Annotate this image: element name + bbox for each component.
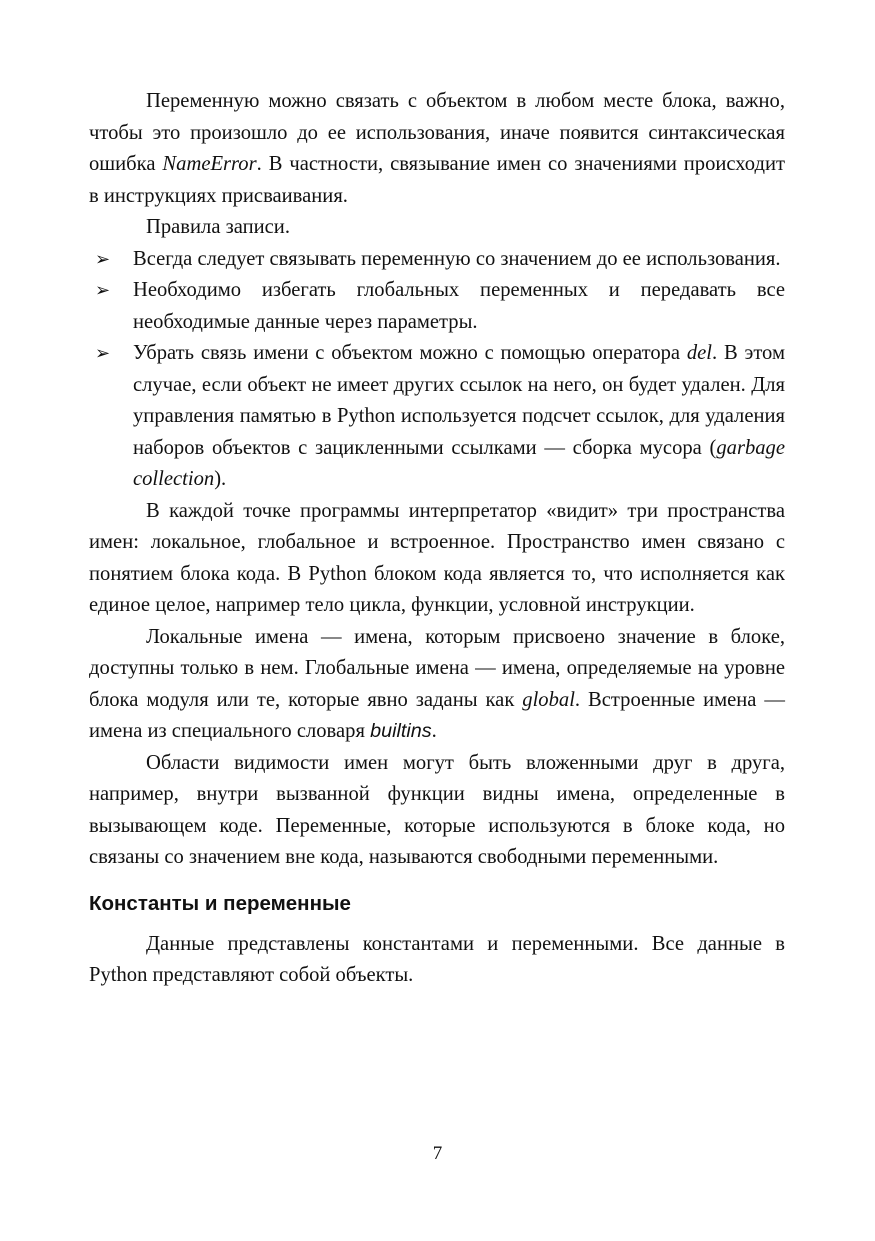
- list-item: [89, 244, 785, 276]
- list-item-text-cont: . В этом случае, если объект не имеет других ссылок на него, он будет удален. Для управления памятью в Python используется подсчет ссылок, для удаления наборов объектов с зацикленными ссылками — сборка мусора (: [133, 342, 785, 459]
- rules-heading: Правила записи.: [146, 216, 290, 238]
- del-operator-term: del: [686, 342, 713, 364]
- paragraph-local-global: [89, 622, 785, 748]
- garbage-collection-term: garbage collection: [133, 436, 785, 490]
- paragraph-binding-text: Переменную можно связать с объектом в любом месте блока, важно, чтобы это произошло до ее использования, иначе появится синтаксическая ошибка: [89, 90, 785, 175]
- paragraph-constants: Данные представлены константами и переменными. Все данные в Python представляют собой объекты.: [89, 932, 785, 986]
- paragraph-namespaces: В каждой точке программы интерпретатор «видит» три пространства имен: локальное, глобальное и встроенное. Пространство имен связано с понятием блока кода. В Python блоком кода является то, что исполняется как единое целое, например тело цикла, функции, условной инструкции.: [89, 499, 785, 616]
- section-title: Константы и переменные: [89, 891, 351, 915]
- list-item: [89, 338, 785, 496]
- paragraph-binding: [89, 86, 785, 212]
- arrow-bullet-icon: ➢: [95, 280, 111, 301]
- page-body: [89, 86, 785, 992]
- paragraph-local-global-end: .: [431, 720, 437, 742]
- list-item-text: Необходимо избегать глобальных переменных и передавать все необходимые данные через параметры.: [133, 279, 785, 333]
- paragraph-local-global-text: Локальные имена — имена, которым присвоено значение в блоке, доступны только в нем. Глобальные имена — имена, определяемые на уровне блока модуля или те, которые явно заданы как: [89, 625, 785, 711]
- page-number: 7: [432, 1143, 443, 1164]
- list-item-text-end: ).: [214, 468, 227, 490]
- arrow-bullet-icon: ➢: [95, 248, 111, 270]
- paragraph-local-global-mid: . Встроенные имена — имена из специального словаря: [89, 688, 785, 742]
- arrow-bullet-icon: ➢: [95, 343, 111, 364]
- list-item-text: Всегда следует связывать переменную со значением до ее использования.: [133, 247, 781, 270]
- paragraph-binding-tail: . В частности, связывание имен со значениями происходит в инструкциях присваивания.: [89, 153, 785, 207]
- rules-list: [89, 244, 785, 496]
- paragraph-scopes: Области видимости имен могут быть вложенными друг в друга, например, внутри вызванной функции видны имена, определенные в вызывающем коде. Переменные, которые используются в блоке кода, но связаны со значением вне кода, называются свободными переменными.: [89, 751, 785, 868]
- list-item: [89, 275, 785, 338]
- global-term: global: [522, 688, 575, 711]
- name-error-term: NameError: [162, 153, 257, 175]
- list-item-text: Убрать связь имени с объектом можно с помощью оператора: [133, 342, 687, 364]
- builtins-term: builtins: [370, 720, 432, 742]
